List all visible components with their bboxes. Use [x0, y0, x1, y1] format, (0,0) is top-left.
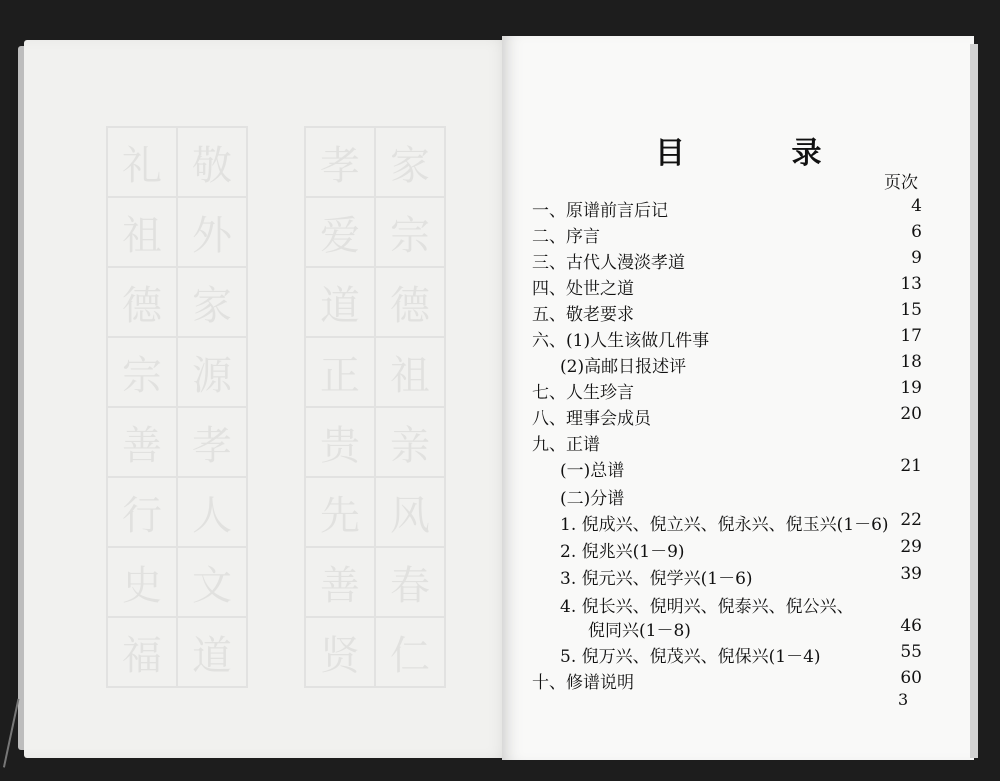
toc-entry-page: 46 [900, 616, 922, 636]
toc-entry-label: (2)高邮日报述评 [560, 357, 687, 377]
toc-entry-label: (二)分谱 [560, 489, 625, 509]
toc-entry [532, 642, 922, 666]
toc-entry [532, 196, 922, 220]
toc-entry-label: 十、修谱说明 [532, 673, 634, 693]
toc-entry-label: (一)总谱 [560, 461, 625, 481]
calligraphy-grid-bleed-through: 礼 敬 祖 外 德 家 宗 源 善 孝 行 人 史 文 福 道 [106, 126, 248, 688]
toc-entry-page: 6 [911, 222, 922, 242]
toc-entry [532, 378, 922, 402]
toc-entry-label: 3. 倪元兴、倪学兴(1－6) [560, 569, 753, 589]
right-page-edge [970, 44, 978, 758]
toc-entry [532, 616, 922, 640]
toc-entry-page: 55 [900, 642, 922, 662]
toc-entry [532, 537, 922, 561]
toc-entry-page: 21 [900, 456, 922, 476]
calligraphy-grid-bleed-through-2: 孝 家 爱 宗 道 德 正 祖 贵 亲 先 风 善 春 贤 仁 [304, 126, 446, 688]
toc-entry [532, 456, 922, 480]
toc-title: 目 录 [655, 136, 870, 171]
toc-entry-label: 倪同兴(1－8) [588, 621, 691, 641]
toc-entry [532, 668, 922, 692]
toc-entry-label: 2. 倪兆兴(1－9) [560, 542, 685, 562]
toc-entry [532, 564, 922, 588]
toc-entry [532, 484, 922, 508]
toc-entry-label: 七、人生珍言 [532, 383, 634, 403]
toc-entry-label: 六、(1)人生该做几件事 [532, 331, 710, 351]
toc-entry-label: 4. 倪长兴、倪明兴、倪泰兴、倪公兴、 [560, 597, 854, 617]
toc-entry-page: 39 [900, 564, 922, 584]
toc-entry-label: 四、处世之道 [532, 279, 634, 299]
toc-entry-label: 五、敬老要求 [532, 305, 634, 325]
toc-entry-page: 17 [900, 326, 922, 346]
toc-entry [532, 430, 922, 454]
toc-entry [532, 274, 922, 298]
toc-entry-label: 三、古代人漫淡孝道 [532, 253, 685, 273]
toc-entry-page: 20 [900, 404, 922, 424]
toc-entry-page: 19 [900, 378, 922, 398]
toc-entry-page: 4 [911, 196, 922, 216]
toc-entry [532, 326, 922, 350]
toc-entry-label: 九、正谱 [532, 435, 600, 455]
toc-entry-page: 13 [900, 274, 922, 294]
toc-entry-page: 29 [900, 537, 922, 557]
toc-entry [532, 222, 922, 246]
toc-entry-page: 15 [900, 300, 922, 320]
toc-entry [532, 404, 922, 428]
toc-entry [532, 352, 922, 376]
toc-entry-label: 5. 倪万兴、倪茂兴、倪保兴(1－4) [560, 647, 821, 667]
toc-entry-page: 60 [900, 668, 922, 688]
toc-entry [532, 592, 922, 616]
toc-entry-label: 二、序言 [532, 227, 600, 247]
toc-entry-page: 18 [900, 352, 922, 372]
toc-entry [532, 300, 922, 324]
page-number: 3 [898, 690, 909, 709]
toc-entry-page: 9 [911, 248, 922, 268]
toc-entry-page: 22 [900, 510, 922, 530]
toc-entry [532, 248, 922, 272]
toc-entry [532, 510, 922, 534]
left-page [24, 40, 516, 758]
toc-entry-label: 一、原谱前言后记 [532, 201, 668, 221]
toc-entry-label: 八、理事会成员 [532, 409, 651, 429]
toc-entry-label: 1. 倪成兴、倪立兴、倪永兴、倪玉兴(1－6) [560, 515, 889, 535]
page-column-header: 页次 [884, 173, 918, 193]
